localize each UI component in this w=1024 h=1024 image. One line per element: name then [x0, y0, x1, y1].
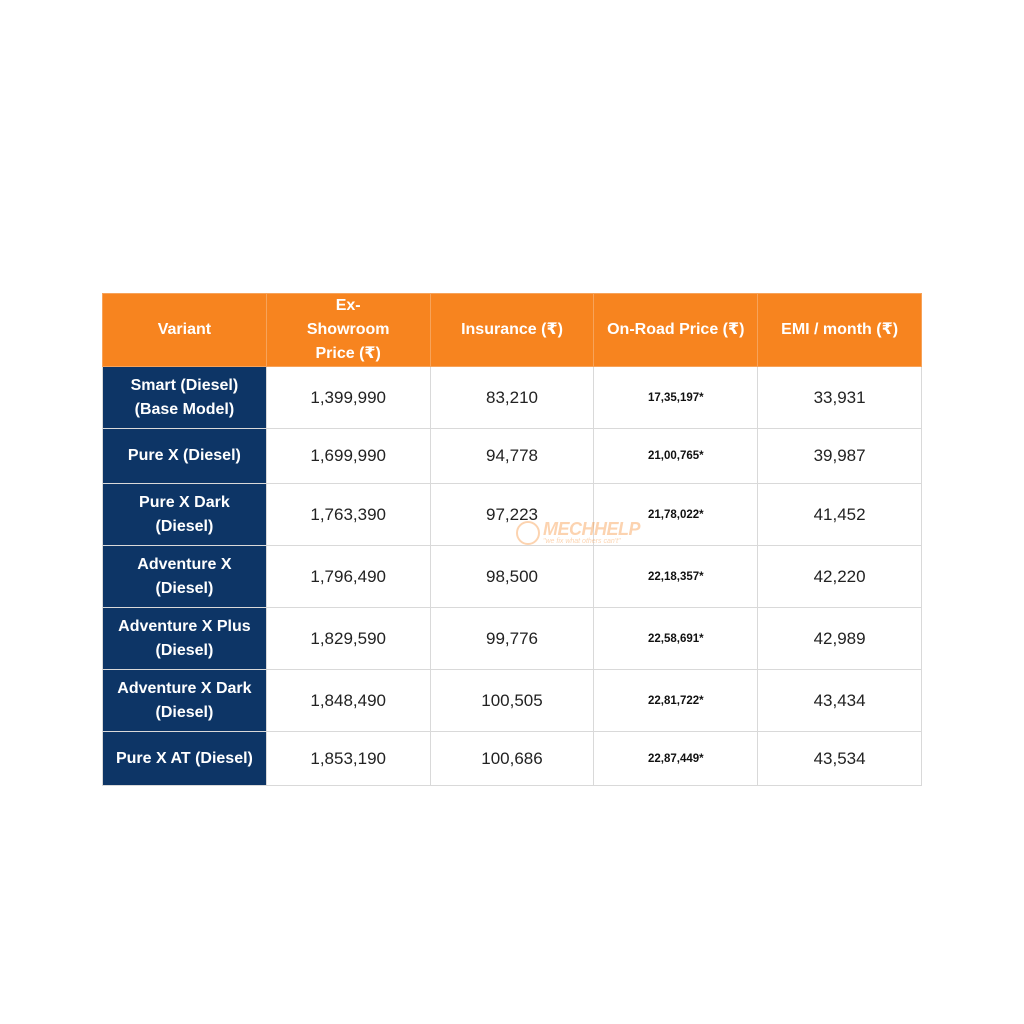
variant-subtitle: (Diesel) [155, 641, 214, 659]
ex-showroom-cell: 1,796,490 [266, 546, 430, 608]
ex-showroom-cell: 1,829,590 [266, 608, 430, 670]
insurance-cell: 98,500 [430, 546, 594, 608]
emi-cell: 43,434 [758, 670, 922, 732]
variant-subtitle: (Diesel) [155, 579, 214, 597]
watermark-brand: MECHHELP [543, 519, 641, 539]
insurance-cell: 83,210 [430, 367, 594, 429]
variant-cell [103, 732, 267, 786]
insurance-cell: 94,778 [430, 429, 594, 484]
variant-subtitle: (Diesel) [155, 517, 214, 535]
table-row [103, 484, 922, 546]
table-row [103, 367, 922, 429]
ex-showroom-cell: 1,848,490 [266, 670, 430, 732]
emi-cell: 42,220 [758, 546, 922, 608]
on-road-cell: 17,35,197* [594, 367, 758, 429]
header-on-road: On-Road Price (₹) [594, 294, 758, 367]
insurance-cell: 97,223 [430, 484, 594, 546]
table-row [103, 670, 922, 732]
variant-cell [103, 608, 267, 670]
on-road-cell: 22,58,691* [594, 608, 758, 670]
table-row [103, 429, 922, 484]
on-road-cell: 22,81,722* [594, 670, 758, 732]
table-row [103, 546, 922, 608]
table-row [103, 608, 922, 670]
on-road-cell: 21,00,765* [594, 429, 758, 484]
watermark-tagline: "we fix what others can't" [543, 538, 621, 545]
insurance-cell: 99,776 [430, 608, 594, 670]
emi-cell: 42,989 [758, 608, 922, 670]
on-road-cell: 22,18,357* [594, 546, 758, 608]
variant-name: Pure X (Diesel) [127, 447, 241, 464]
emi-cell: 41,452 [758, 484, 922, 546]
ex-showroom-cell: 1,699,990 [266, 429, 430, 484]
variant-cell [103, 670, 267, 732]
emi-cell: 39,987 [758, 429, 922, 484]
variant-name: Smart (Diesel) [130, 376, 239, 394]
variant-name: Adventure X [137, 555, 232, 573]
table-row [103, 732, 922, 786]
variant-name: Adventure X Dark [117, 679, 252, 697]
on-road-cell: 22,87,449* [594, 732, 758, 786]
ex-showroom-cell: 1,853,190 [266, 732, 430, 786]
variant-name: Pure X AT (Diesel) [115, 749, 253, 767]
header-ex-showroom: Ex-Showroom Price (₹) [266, 294, 430, 367]
variant-cell [103, 484, 267, 546]
variant-name: Adventure X Plus [118, 617, 251, 635]
variant-name: Pure X Dark [139, 493, 230, 511]
price-table [102, 293, 922, 786]
variant-subtitle: (Base Model) [134, 400, 235, 418]
header-emi: EMI / month (₹) [758, 294, 922, 367]
header-insurance: Insurance (₹) [430, 294, 594, 367]
emi-cell: 43,534 [758, 732, 922, 786]
variant-cell [103, 367, 267, 429]
ex-showroom-cell: 1,399,990 [266, 367, 430, 429]
on-road-cell: 21,78,022* [594, 484, 758, 546]
header-variant: Variant [103, 294, 267, 367]
variant-subtitle: (Diesel) [155, 703, 214, 721]
insurance-cell: 100,686 [430, 732, 594, 786]
header-row [103, 294, 922, 367]
variant-cell [103, 429, 267, 484]
variant-cell [103, 546, 267, 608]
emi-cell: 33,931 [758, 367, 922, 429]
ex-showroom-cell: 1,763,390 [266, 484, 430, 546]
insurance-cell: 100,505 [430, 670, 594, 732]
